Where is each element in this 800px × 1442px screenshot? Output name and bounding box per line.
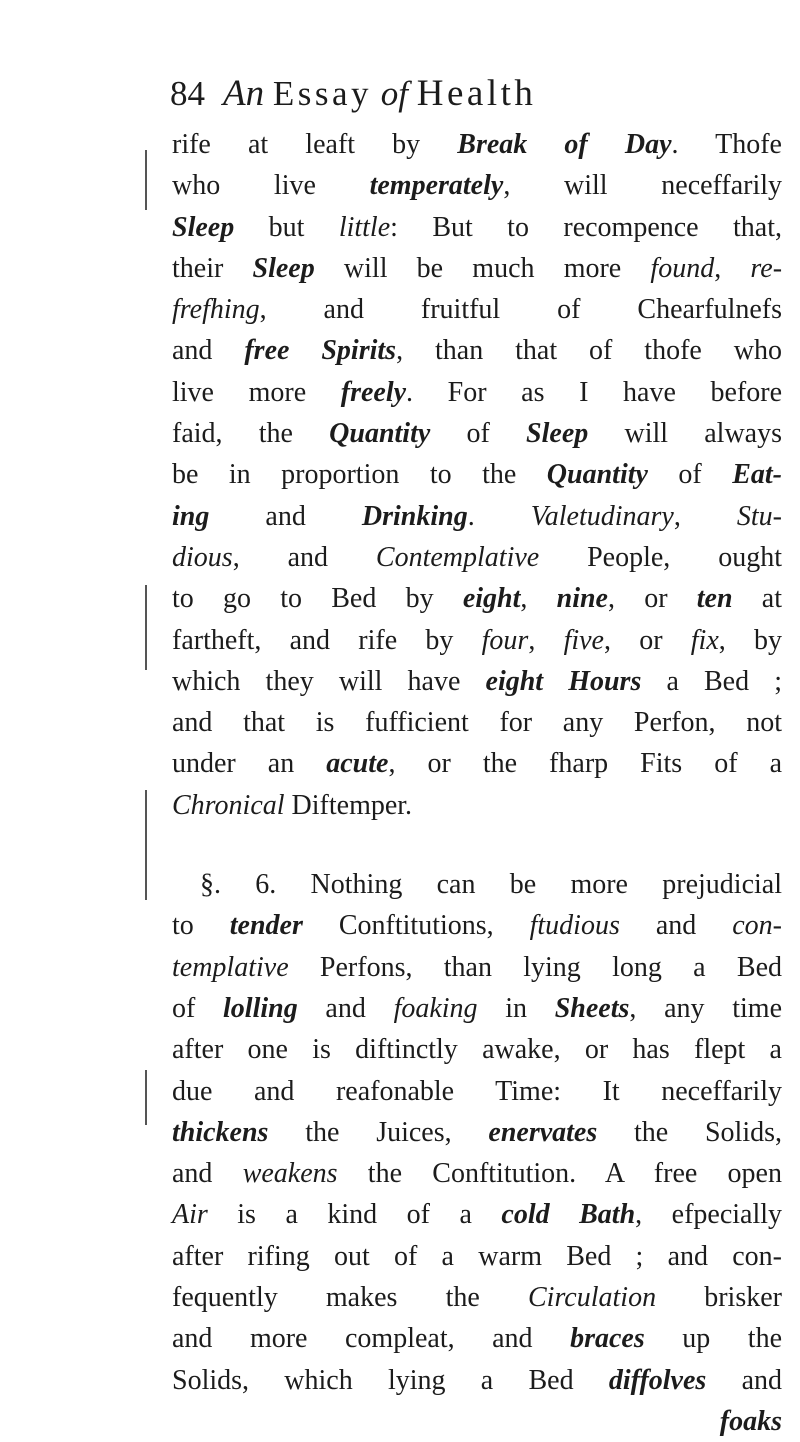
text-line: who live temperately, will neceffarily bbox=[172, 170, 782, 202]
text-line: be in proportion to the Quantity of Eat- bbox=[172, 459, 782, 491]
text-line: live more freely. For as I have before bbox=[172, 376, 782, 408]
text-line: frefhing, and fruitful of Chearfulnefs bbox=[172, 294, 782, 326]
text-line: Air is a kind of a cold Bath, efpecially bbox=[172, 1199, 783, 1231]
text-line: dious, and Contemplative People, ought bbox=[172, 541, 782, 573]
text-line: and weakens the Conftitution. A free open bbox=[172, 1158, 782, 1190]
text-line: fequently makes the Circulation brisker bbox=[172, 1282, 782, 1314]
catchword: foaks bbox=[719, 1405, 782, 1437]
text-line: Sleep but little: But to recompence that, bbox=[172, 211, 782, 243]
text-line: of lolling and foaking in Sheets, any time bbox=[172, 992, 783, 1024]
page-edge-mark bbox=[145, 585, 147, 670]
text-line: and that is fufficient for any Perfon, not bbox=[172, 707, 782, 739]
text-line: faid, the Quantity of Sleep will always bbox=[172, 418, 782, 450]
text-line: after one is diftinctly awake, or has flept a bbox=[172, 1034, 782, 1066]
paragraph-gap bbox=[172, 826, 782, 864]
text-line: which they will have eight Hours a Bed ; bbox=[172, 665, 782, 697]
page-edge-mark bbox=[145, 790, 147, 900]
text-line: due and reafonable Time: It neceffarily bbox=[172, 1075, 782, 1107]
text-line: and more compleat, and braces up the bbox=[172, 1323, 782, 1355]
text-line: ing and Drinking. Valetudinary, Stu- bbox=[172, 500, 782, 532]
text-line: their Sleep will be much more found, re- bbox=[172, 252, 783, 284]
text-line: to tender Conftitutions, ftudious and con- bbox=[172, 910, 783, 942]
text-line: under an acute, or the fharp Fits of a bbox=[172, 748, 782, 780]
text-line: templative Perfons, than lying long a Bed bbox=[172, 951, 782, 983]
page-number: 84 bbox=[170, 74, 205, 113]
text-line: Chronical Diftemper. bbox=[172, 789, 413, 821]
page-edge-mark bbox=[145, 150, 147, 210]
running-header bbox=[170, 72, 730, 116]
text-line: and free Spirits, than that of thofe who bbox=[172, 335, 782, 367]
text-line: fartheft, and rife by four, five, or fix, by bbox=[172, 624, 783, 656]
page-edge-mark bbox=[145, 1070, 147, 1125]
text-line: thickens the Juices, enervates the Solids, bbox=[172, 1116, 783, 1148]
text-line: to go to Bed by eight, nine, or ten at bbox=[172, 583, 783, 615]
text-line: after rifing out of a warm Bed ; and con- bbox=[172, 1240, 782, 1272]
header-of: of bbox=[380, 74, 408, 113]
header-essay: Essay bbox=[272, 74, 373, 113]
text-line: rife at leaft by Break of Day. Thofe bbox=[172, 129, 782, 160]
header-an: An bbox=[223, 73, 265, 114]
text-line: §. 6. Nothing can be more prejudicial bbox=[200, 869, 782, 901]
body-text bbox=[172, 124, 782, 1442]
text-line: Solids, which lying a Bed diffolves and bbox=[172, 1364, 783, 1396]
header-health: Health bbox=[416, 73, 537, 114]
